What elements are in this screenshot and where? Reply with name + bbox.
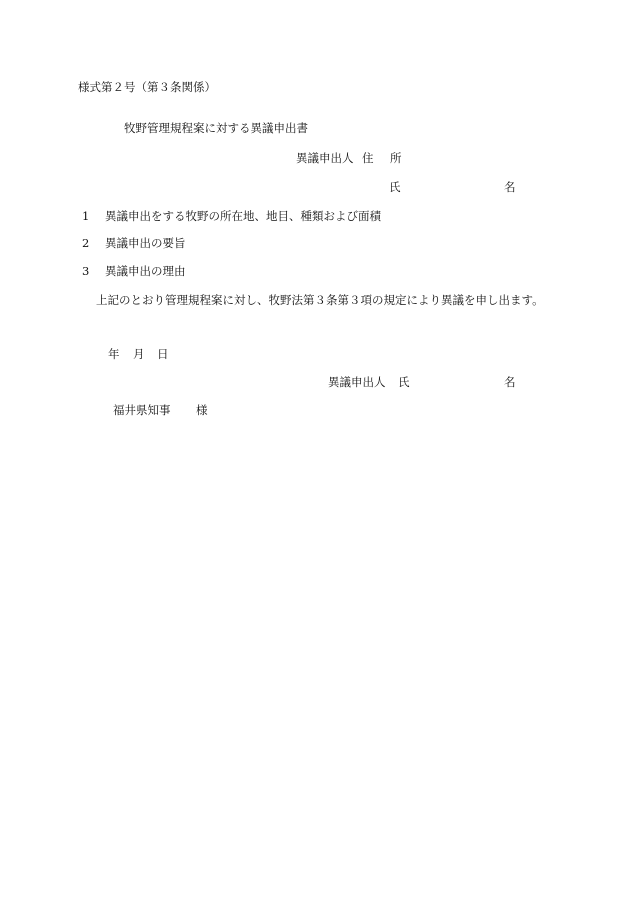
applicant-label: 異議申出人: [296, 151, 354, 165]
address-label-1: 住: [362, 151, 374, 165]
item-text-1: 異議申出をする牧野の所在地、地目、種類および面積: [105, 209, 381, 223]
item-number-2: 2: [82, 236, 90, 250]
item-number-1: 1: [82, 209, 90, 223]
date-year-label: 年: [108, 347, 120, 361]
statement-paragraph: 上記のとおり管理規程案に対し、牧野法第３条第３項の規定により異議を申し出ます。: [96, 293, 544, 307]
form-number: 様式第２号（第３条関係）: [78, 80, 216, 94]
item-text-2: 異議申出の要旨: [105, 236, 186, 250]
applicant-name-label-1: 氏: [389, 180, 401, 194]
addressee-name: 福井県知事: [113, 403, 171, 417]
signature-name-label-1: 氏: [398, 375, 410, 389]
signature-label: 異議申出人: [328, 375, 386, 389]
signature-name-label-2: 名: [504, 375, 516, 389]
date-month-label: 月: [133, 347, 145, 361]
item-number-3: 3: [82, 264, 90, 278]
applicant-name-label-2: 名: [504, 180, 516, 194]
address-label-2: 所: [390, 151, 402, 165]
item-text-3: 異議申出の理由: [105, 264, 186, 278]
addressee-honorific: 様: [196, 403, 208, 417]
date-day-label: 日: [157, 347, 169, 361]
document-title: 牧野管理規程案に対する異議申出書: [124, 121, 308, 135]
